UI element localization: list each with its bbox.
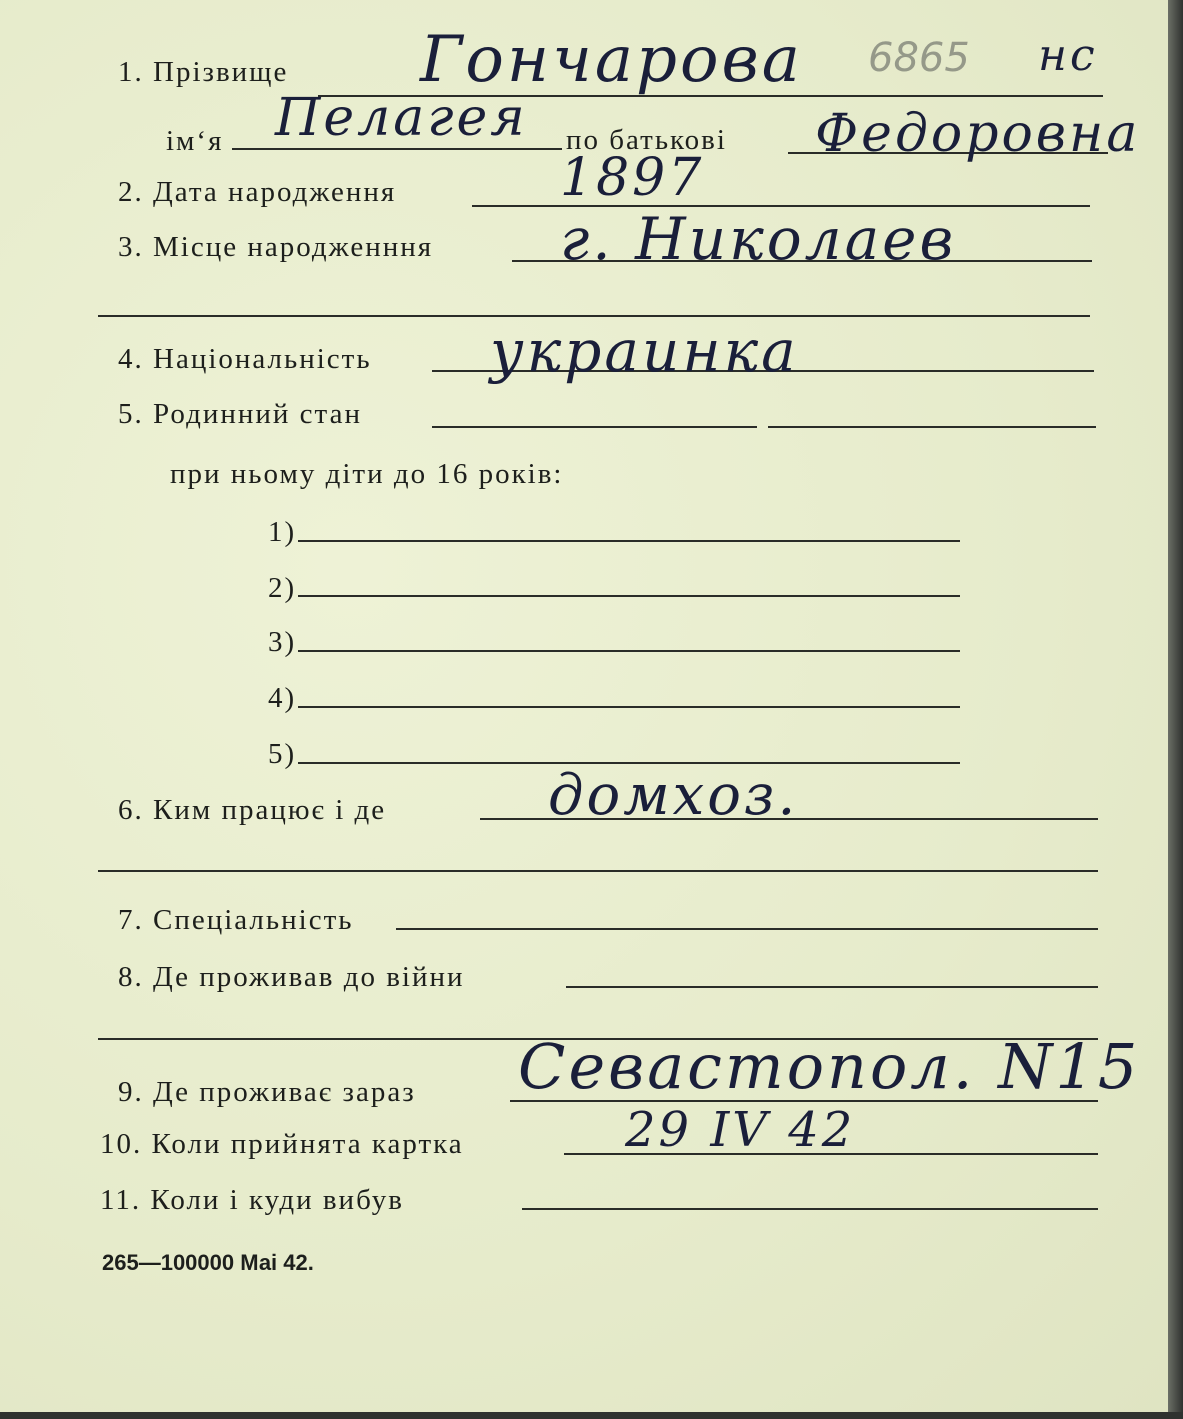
accepted-date-label: 10. Коли прийнята картка [100, 1128, 464, 1160]
marital-status-label: 5. Родинний стан [118, 398, 362, 430]
specialty-label: 7. Спеціальність [118, 904, 354, 936]
children-label: при ньому діти до 16 років: [170, 458, 564, 490]
card-number-suffix: нс [1038, 30, 1098, 81]
child-1-label: 1) [268, 516, 297, 548]
birth-date-label: 2. Дата народження [118, 176, 397, 208]
name-line [232, 148, 562, 150]
child-1-line [298, 540, 960, 542]
surname-value: Гончарова [420, 23, 803, 97]
nationality-label: 4. Національність [118, 343, 372, 375]
occupation-value: домхоз. [548, 763, 799, 828]
patronymic-value: Федоровна [815, 104, 1141, 164]
departure-line [522, 1208, 1098, 1210]
child-3-label: 3) [268, 626, 297, 658]
birth-date-value: 1897 [560, 148, 705, 208]
child-5-label: 5) [268, 738, 297, 770]
specialty-line [396, 928, 1098, 930]
birth-place-label: 3. Місце народженння [118, 231, 434, 263]
marital-status-line-a [432, 426, 757, 428]
current-residence-value: Севастопол. N15 [518, 1030, 1141, 1103]
prewar-residence-label: 8. Де проживав до війни [118, 961, 465, 993]
card-edge-shadow [1168, 0, 1183, 1419]
card-bottom-edge [0, 1412, 1183, 1419]
print-run-footer: 265—100000 Маі 42. [102, 1250, 314, 1275]
child-4-label: 4) [268, 682, 297, 714]
child-4-line [298, 706, 960, 708]
child-3-line [298, 650, 960, 652]
patronymic-label: по батькові [566, 124, 727, 156]
marital-status-line-b [768, 426, 1096, 428]
current-residence-label: 9. Де проживає зараз [118, 1076, 416, 1108]
accepted-date-value: 29 IV 42 [625, 1102, 856, 1158]
occupation-label: 6. Ким працює і де [118, 794, 387, 826]
child-2-label: 2) [268, 572, 297, 604]
card-number: 6865 [868, 35, 970, 81]
birth-place-value: г. Николаев [560, 205, 957, 273]
child-2-line [298, 595, 960, 597]
prewar-residence-line [566, 986, 1098, 988]
occupation-extra-line [98, 870, 1098, 872]
surname-label: 1. Прізвище [118, 56, 289, 88]
nationality-value: украинка [490, 317, 799, 385]
name-label: ім‘я [166, 125, 224, 157]
name-value: Пелагея [275, 88, 528, 148]
departure-label: 11. Коли і куди вибув [100, 1184, 404, 1216]
